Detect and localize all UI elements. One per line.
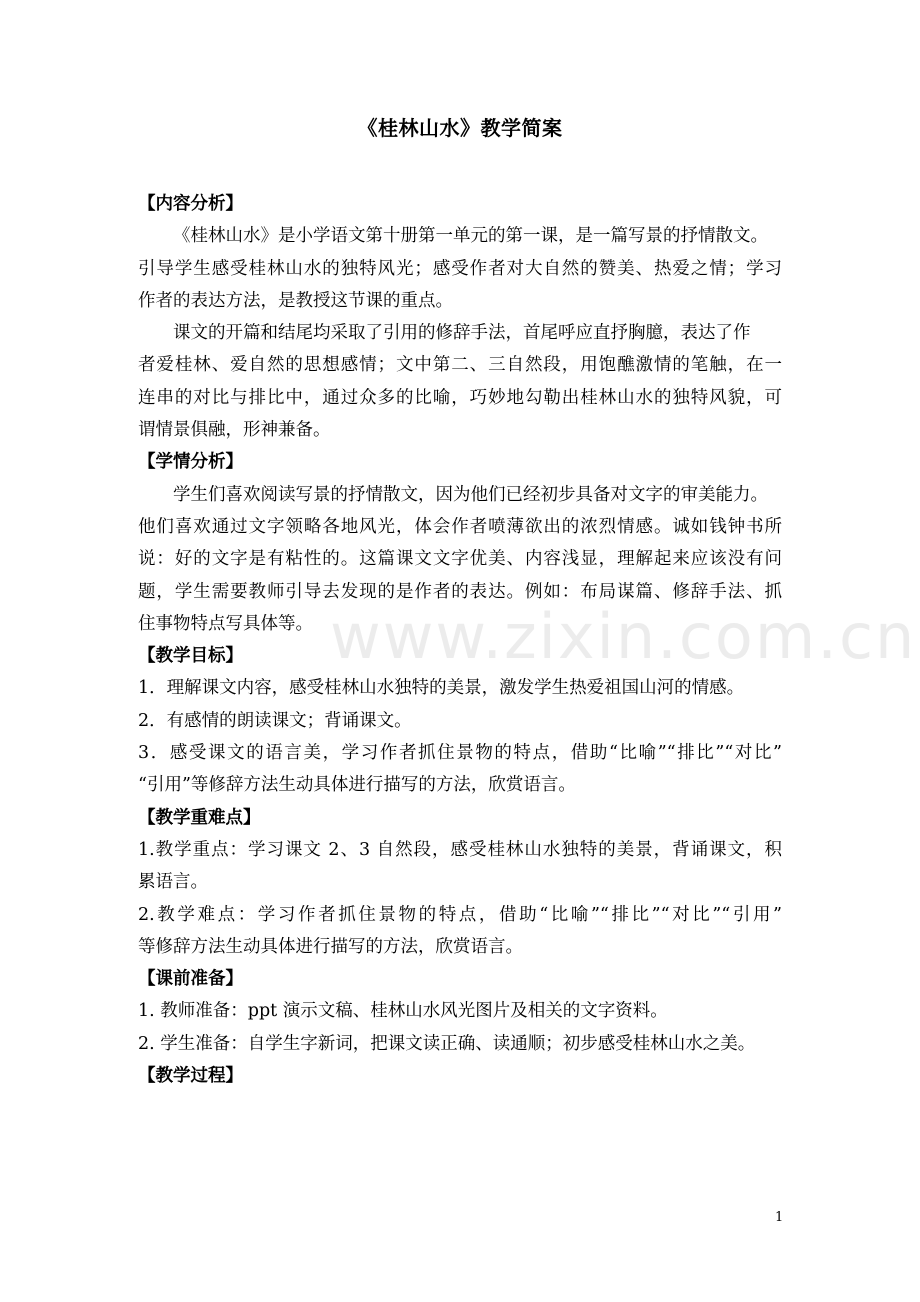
text-line: 1.教学重点：学习课文 2、3 自然段，感受桂林山水独特的美景，背诵课文，积 [138, 839, 782, 860]
text-line: 《桂林山水》是小学语文第十册第一单元的第一课，是一篇写景的抒情散文。 [173, 226, 768, 247]
section-heading: 【教学过程】 [138, 1066, 243, 1087]
text-line: 等修辞方法生动具体进行描写的方法，欣赏语言。 [138, 936, 523, 957]
text-line: 说：好的文字是有粘性的。这篇课文文字优美、内容浅显，理解起来应该没有问 [138, 549, 782, 570]
text-line: 学生们喜欢阅读写景的抒情散文，因为他们已经初步具备对文字的审美能力。 [173, 484, 768, 505]
text-line: 3．感受课文的语言美，学习作者抓住景物的特点，借助“比喻”“排比”“对比” [138, 743, 782, 764]
text-line: 谓情景俱融，形神兼备。 [138, 420, 331, 441]
text-line: 题，学生需要教师引导去发现的是作者的表达。例如：布局谋篇、修辞手法、抓 [138, 581, 782, 602]
text-line: 累语言。 [138, 872, 208, 893]
text-line: 2. 学生准备：自学生字新词，把课文读正确、读通顺；初步感受桂林山水之美。 [138, 1033, 756, 1054]
text-line: 2.教学难点：学习作者抓住景物的特点，借助“比喻”“排比”“对比”“引用” [138, 904, 782, 925]
section-heading: 【教学目标】 [138, 646, 243, 667]
text-line: 课文的开篇和结尾均采取了引用的修辞手法，首尾呼应直抒胸臆，表达了作 [173, 323, 751, 344]
page-title: 《桂林山水》教学简案 [357, 116, 563, 140]
watermark: www.zixin.com.cn [330, 600, 917, 673]
text-line: 住事物特点写具体等。 [138, 613, 313, 634]
text-line: 连串的对比与排比中，通过众多的比喻，巧妙地勾勒出桂林山水的独特风貌，可 [138, 387, 782, 408]
text-line: “引用”等修辞方法生动具体进行描写的方法，欣赏语言。 [138, 775, 576, 796]
section-heading: 【内容分析】 [138, 194, 243, 214]
text-line: 引导学生感受桂林山水的独特风光；感受作者对大自然的赞美、热爱之情；学习 [138, 258, 782, 279]
text-line: 他们喜欢通过文字领略各地风光，体会作者喷薄欲出的浓烈情感。诚如钱钟书所 [138, 516, 782, 537]
text-line: 2．有感情的朗读课文；背诵课文。 [138, 710, 412, 731]
section-heading: 【课前准备】 [138, 969, 243, 990]
page-number: 1 [775, 1210, 784, 1225]
document-body [138, 188, 782, 1092]
text-line: 1．理解课文内容，感受桂林山水独特的美景，激发学生热爱祖国山河的情感。 [138, 678, 745, 699]
text-line: 者爱桂林、爱自然的思想感情；文中第二、三自然段，用饱醮激情的笔触，在一 [138, 355, 782, 376]
section-heading: 【学情分析】 [138, 452, 243, 473]
text-line: 1. 教师准备：ppt 演示文稿、桂林山水风光图片及相关的文字资料。 [138, 1001, 668, 1022]
section-heading: 【教学重难点】 [138, 807, 261, 828]
text-line: 作者的表达方法，是教授这节课的重点。 [138, 290, 453, 311]
